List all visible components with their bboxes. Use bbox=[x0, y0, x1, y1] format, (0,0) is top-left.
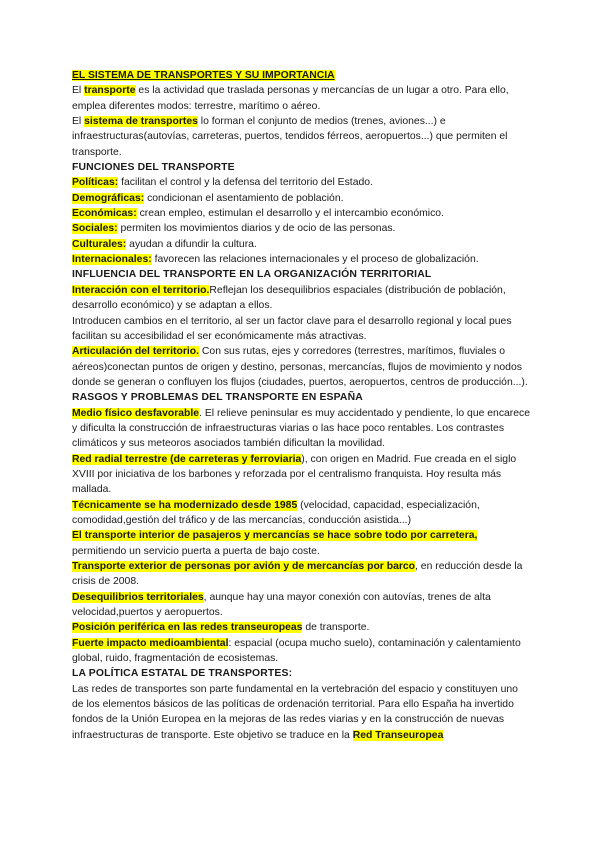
funcion-term: Sociales: bbox=[72, 223, 118, 235]
term-sistema-de-transportes: sistema de transportes bbox=[84, 116, 198, 128]
rasgo-text: : espacial (ocupa mucho suelo), contaminación y calentamiento global, ruido, fragmentación de ecosistemas. bbox=[72, 637, 521, 665]
rasgo-text: de transporte. bbox=[302, 622, 370, 634]
funcion-text: permiten los movimientos diarios y de ocio de las personas. bbox=[117, 223, 396, 235]
rasgo-term: Red radial terrestre (de carreteras y ferroviaria bbox=[72, 453, 302, 465]
term-articulacion: Articulación del territorio. bbox=[72, 346, 200, 358]
rasgo-text: , en reducción desde la crisis de 2008. bbox=[72, 561, 523, 588]
influencia-text-3: Con sus rutas, ejes y corredores (terrestres, marítimos, fluviales o aéreos)conectan puntos de origen y destino, personas, mercancías, flujos de movimiento y nodos donde se generan o confluyen los flujos (ciudades, puertos, aeropuertos, centros de producción...). bbox=[72, 346, 528, 388]
rasgo-item bbox=[72, 620, 532, 635]
funcion-term: Políticas: bbox=[72, 177, 119, 189]
funcion-item bbox=[72, 206, 532, 221]
politica-text: Las redes de transportes son parte fundamental en la vertebración del espacio y constituyen uno de los elementos básicos de las políticas de ordenación territorial. Para ello España ha invertido fondos de la Unión Europea en la mejoras de las redes viarias y en la construcción de nuevas infraestructuras de transporte. Este objetivo se traduce en la bbox=[72, 683, 518, 741]
influencia-paragraph-2: Introducen cambios en el territorio, al ser un factor clave para el desarrollo regional y local pues facilitan su accesibilidad el ser económicamente más atractivas. bbox=[72, 315, 512, 342]
rasgo-term: Posición periférica en las redes transeuropeas bbox=[72, 622, 303, 634]
rasgo-item bbox=[72, 528, 532, 559]
rasgo-text: ), con origen en Madrid. Fue creada en el siglo XVIII por iniciativa de los barbones y reforzada por el centralismo franquista. Hoy resulta más mallada. bbox=[72, 453, 517, 496]
intro1-text: es la actividad que traslada personas y mercancías de un lugar a otro. Para ello, emplea diferentes modos: terrestre, marítimo o aéreo. bbox=[72, 85, 509, 112]
rasgo-text: . El relieve peninsular es muy accidentado y pendiente, lo que encarece y dificulta la construcción de infraestructuras viarias o las hace poco rentables. Los contrastes climáticos y sus meteoros asociados también dificultan la movilidad. bbox=[72, 407, 531, 450]
funcion-term: Culturales: bbox=[72, 238, 127, 250]
funcion-text: facilitan el control y la defensa del territorio del Estado. bbox=[118, 177, 373, 189]
rasgo-item bbox=[72, 559, 532, 590]
intro1-pre: El bbox=[72, 85, 85, 97]
politica-paragraph bbox=[72, 682, 532, 743]
term-transporte: transporte bbox=[84, 85, 136, 97]
funcion-term: Demográficas: bbox=[72, 192, 145, 204]
funcion-item bbox=[72, 221, 532, 236]
rasgo-item bbox=[72, 452, 532, 498]
funcion-item bbox=[72, 237, 532, 252]
rasgo-term: Técnicamente se ha modernizado desde 1985 bbox=[72, 499, 298, 511]
influencia-paragraph-1 bbox=[72, 283, 532, 314]
rasgo-item bbox=[72, 498, 532, 529]
heading-influencia: INFLUENCIA DEL TRANSPORTE EN LA ORGANIZACIÓN TERRITORIAL bbox=[72, 269, 432, 281]
funcion-text: crean empleo, estimulan el desarrollo y el intercambio económico. bbox=[136, 208, 444, 220]
influencia-paragraph-3 bbox=[72, 344, 532, 390]
funcion-text: condicionan el asentamiento de población. bbox=[144, 192, 344, 204]
influencia-text-1: Reflejan los desequilibrios espaciales (distribución de población, desarrollo económico) y se adaptan a ellos. bbox=[72, 284, 506, 312]
document-page bbox=[72, 68, 532, 743]
intro2-text: lo forman el conjunto de medios (trenes, aviones...) e infraestructuras(autovías, carreteras, puertos, tendidos férreos, aeropuertos...) que permiten el transporte. bbox=[72, 116, 508, 158]
intro-paragraph-1 bbox=[72, 83, 532, 114]
title-text: EL SISTEMA DE TRANSPORTES Y SU IMPORTANCIA bbox=[72, 70, 335, 81]
term-red-transeuropea: Red Transeuropea bbox=[352, 729, 444, 741]
document-title bbox=[72, 68, 532, 83]
funcion-term: Económicas: bbox=[72, 208, 137, 220]
rasgo-item bbox=[72, 636, 532, 667]
rasgo-term: Fuerte impacto medioambiental bbox=[72, 637, 229, 649]
rasgo-text: , aunque hay una mayor conexión con autovías, trenes de alta velocidad,puertos y aeropuertos. bbox=[72, 591, 491, 619]
intro-paragraph-2 bbox=[72, 114, 532, 160]
funcion-item bbox=[72, 191, 532, 206]
term-interaccion: Interacción con el territorio. bbox=[72, 284, 210, 296]
rasgo-item bbox=[72, 406, 532, 452]
funcion-item bbox=[72, 252, 532, 267]
rasgo-term: Transporte exterior de personas por avión y de mercancías por barco bbox=[72, 561, 416, 572]
rasgo-term: El transporte interior de pasajeros y mercancías se hace sobre todo por carretera, bbox=[72, 530, 478, 542]
rasgo-term: Desequilibrios territoriales bbox=[72, 591, 204, 603]
funcion-item bbox=[72, 175, 532, 190]
heading-politica: LA POLÍTICA ESTATAL DE TRANSPORTES: bbox=[72, 668, 293, 680]
funcion-text: favorecen las relaciones internacionales y el proceso de globalización. bbox=[151, 254, 479, 266]
intro2-pre: El bbox=[72, 116, 85, 128]
rasgo-text: (velocidad, capacidad, especialización, comodidad,gestión del tráfico y de las mercancías, conducción asistida...) bbox=[72, 499, 480, 526]
heading-rasgos: RASGOS Y PROBLEMAS DEL TRANSPORTE EN ESPAÑA bbox=[72, 392, 363, 404]
rasgo-item bbox=[72, 590, 532, 621]
heading-funciones: FUNCIONES DEL TRANSPORTE bbox=[72, 162, 235, 174]
funcion-term: Internacionales: bbox=[72, 254, 152, 266]
funcion-text: ayudan a difundir la cultura. bbox=[126, 238, 257, 250]
rasgo-text: permitiendo un servicio puerta a puerta de bajo coste. bbox=[72, 545, 320, 557]
rasgo-term: Medio físico desfavorable bbox=[72, 407, 200, 419]
